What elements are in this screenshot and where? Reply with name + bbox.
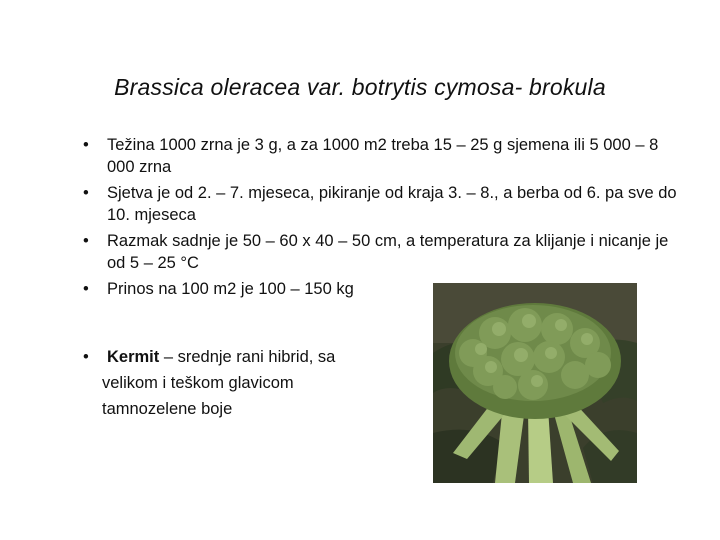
bullet-marker: • xyxy=(83,348,89,366)
slide-title: Brassica oleracea var. botrytis cymosa- brokula xyxy=(114,74,606,100)
variety-description xyxy=(80,344,410,422)
variety-line-3: tamnozelene boje xyxy=(102,400,233,418)
broccoli-photo xyxy=(433,283,637,483)
list-item: • Prinos na 100 m2 je 100 – 150 kg xyxy=(80,278,680,300)
list-item: • Razmak sadnje je 50 – 60 x 40 – 50 cm, a temperatura za klijanje i nicanje je od 5 – 25 °C xyxy=(80,230,680,274)
variety-line-1: – srednje rani hibrid, sa xyxy=(159,348,336,366)
variety-name: Kermit xyxy=(107,348,160,366)
list-item: • Sjetva je od 2. – 7. mjeseca, pikiranje od kraja 3. – 8., a berba od 6. pa sve do 10. mjeseca xyxy=(80,182,680,226)
list-item: • Težina 1000 zrna je 3 g, a za 1000 m2 treba 15 – 25 g sjemena ili 5 000 – 8 000 zrna xyxy=(80,134,680,178)
fact-list xyxy=(80,134,680,304)
variety-line-2: velikom i teškom glavicom xyxy=(102,374,294,392)
